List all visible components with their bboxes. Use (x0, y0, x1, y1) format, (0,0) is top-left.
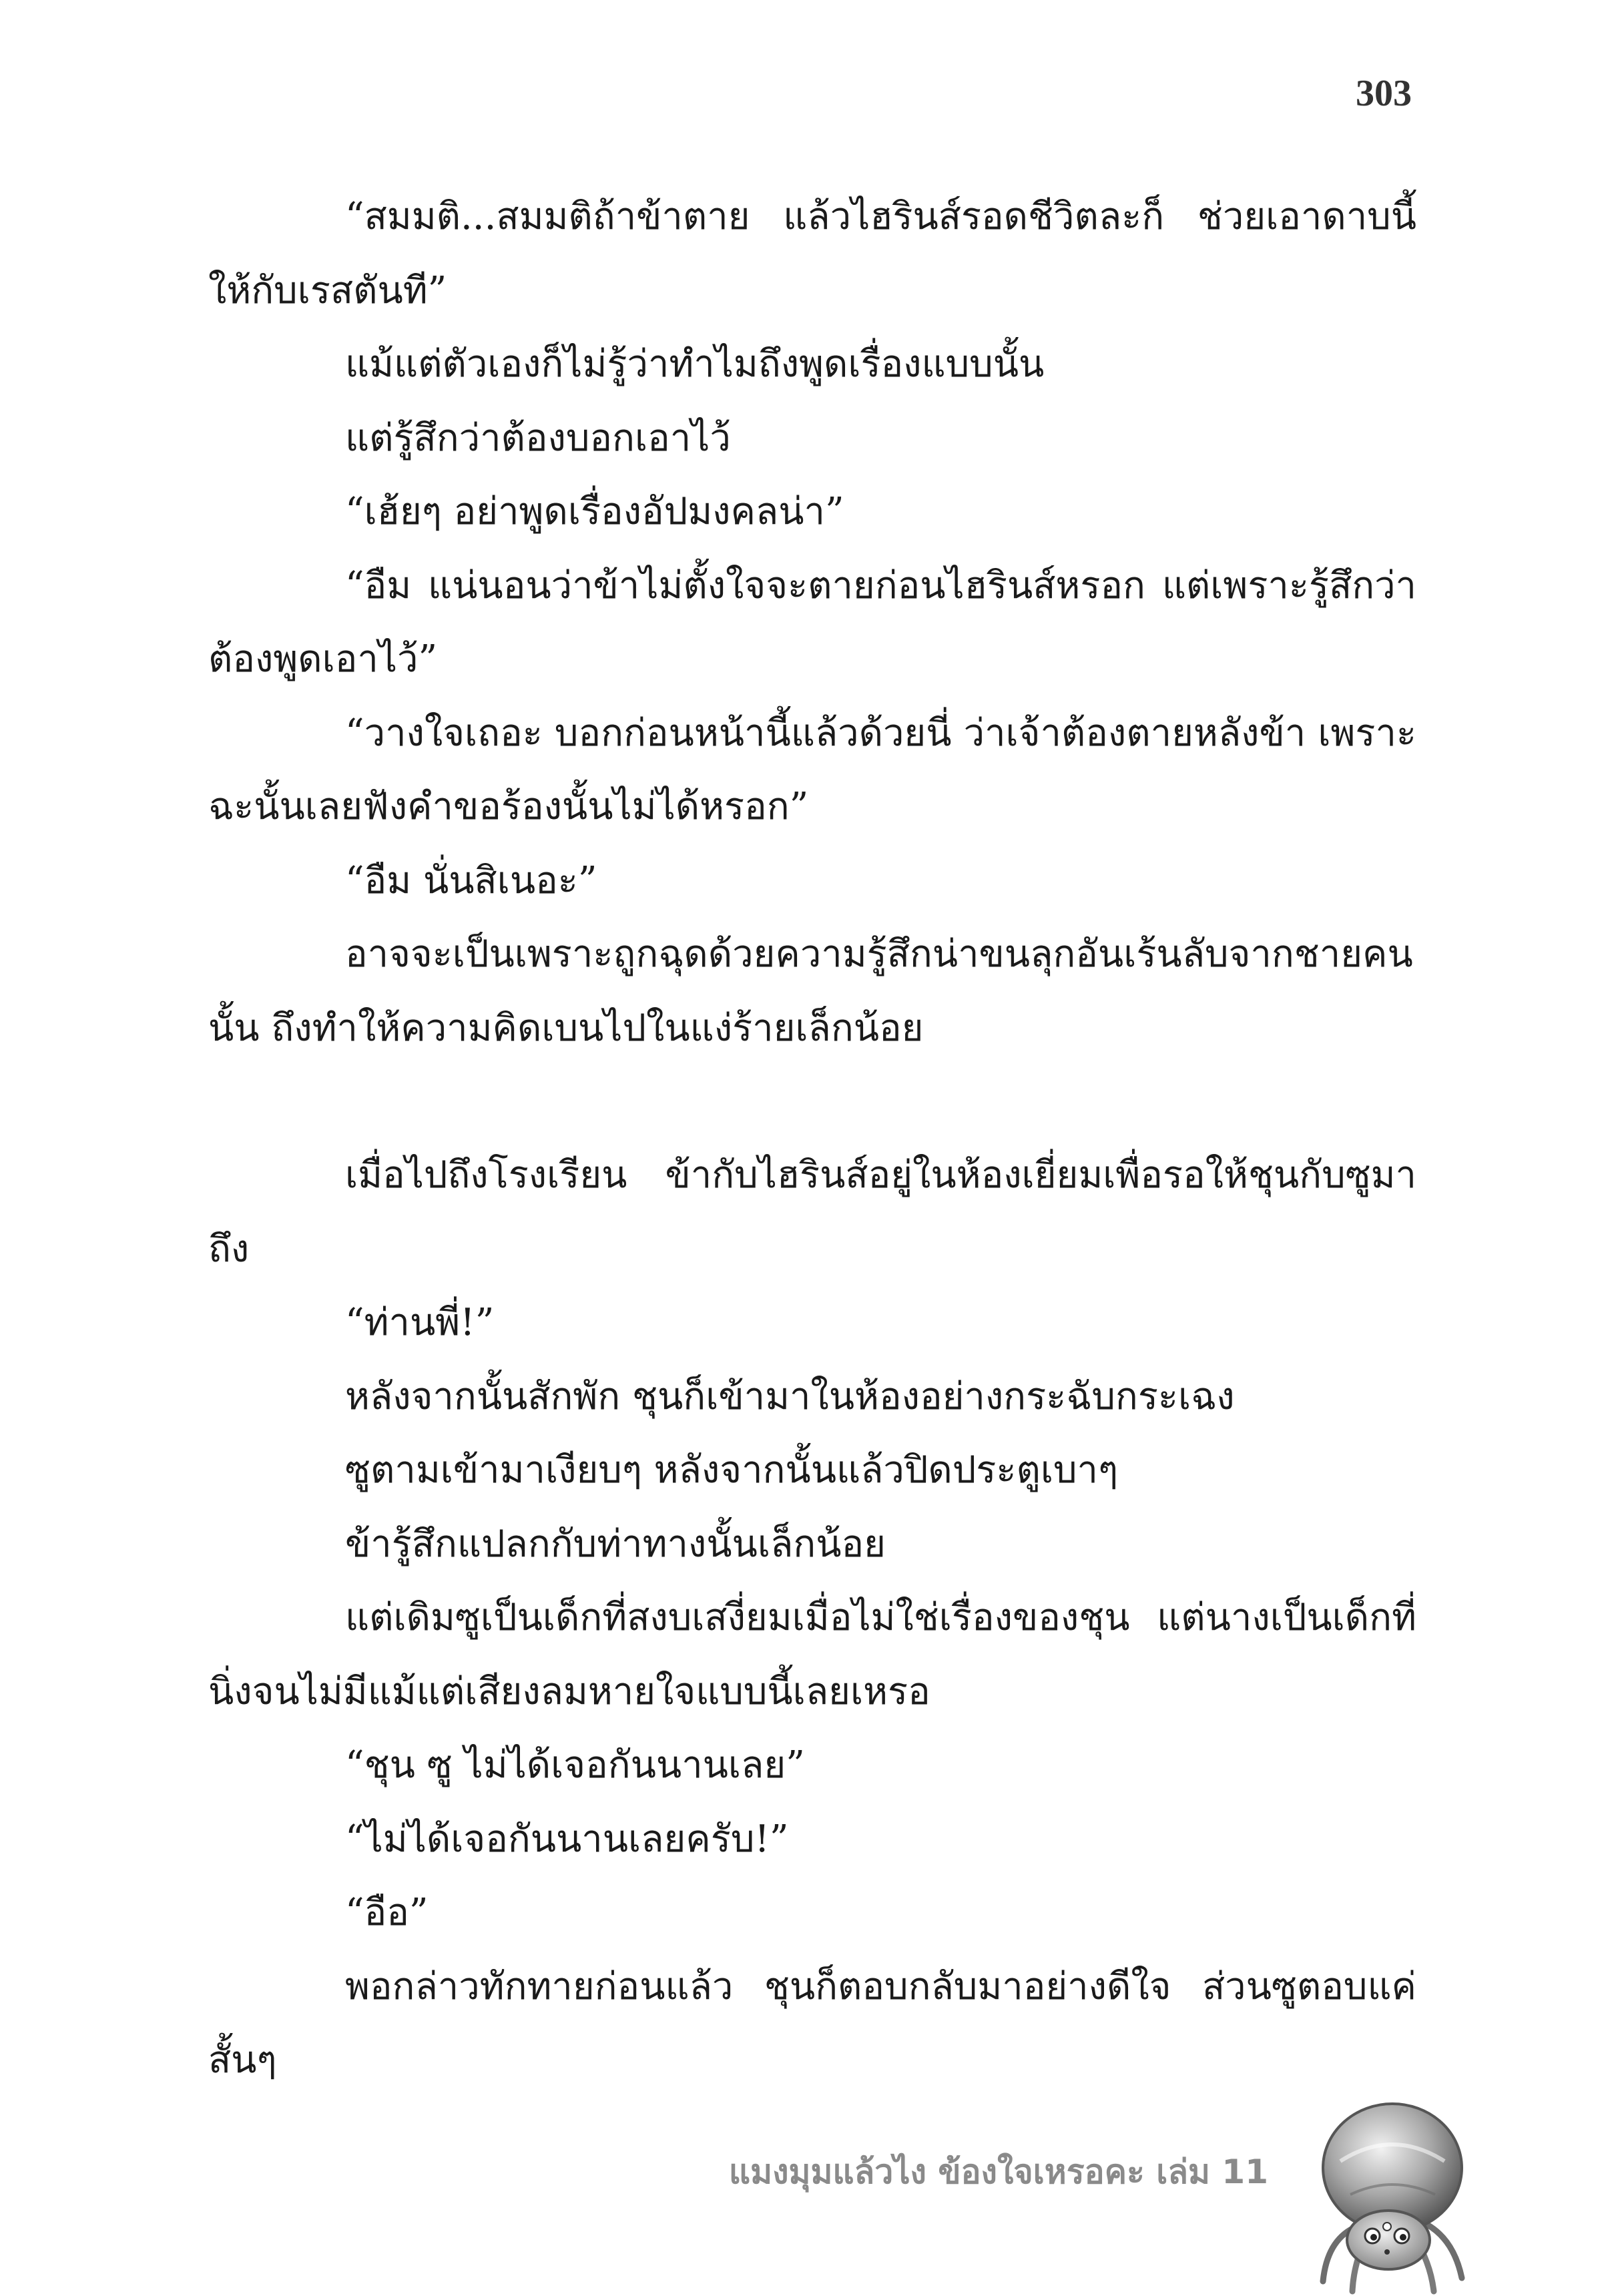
paragraph: แม้แต่ตัวเองก็ไม่รู้ว่าทำไมถึงพูดเรื่องแบบนั้น (345, 342, 1045, 386)
paragraph: “ท่านพี่!” (345, 1301, 495, 1344)
paragraph: แต่รู้สึกว่าต้องบอกเอาไว้ (345, 416, 731, 460)
spider-mascot-icon (1314, 2088, 1467, 2296)
paragraph: แต่เดิมซูเป็นเด็กที่สงบเสงี่ยมเมื่อไม่ใช่เรื่องของชุน แต่นางเป็นเด็กที่นิ่งจนไม่มีแม้แต่เสียงลมหายใจแบบนี้เลยเหรอ (208, 1596, 1416, 1713)
paragraph: หลังจากนั้นสักพัก ชุนก็เข้ามาในห้องอย่างกระฉับกระเฉง (345, 1374, 1235, 1418)
paragraph: “สมมติ...สมมติถ้าข้าตาย แล้วไฮรินส์รอดชีวิตละก็ ช่วยเอาดาบนี้ให้กับเรสตันที” (208, 195, 1416, 312)
section-break (208, 1065, 1416, 1139)
paragraph: “อืม นั่นสิเนอะ” (345, 858, 597, 902)
paragraph: ซูตามเข้ามาเงียบๆ หลังจากนั้นแล้วปิดประตูเบาๆ (345, 1448, 1119, 1492)
paragraph: อาจจะเป็นเพราะถูกฉุดด้วยความรู้สึกน่าขนลุกอันเร้นลับจากชายคนนั้น ถึงทำให้ความคิดเบนไปในแง่ร้ายเล็กน้อย (208, 932, 1413, 1050)
paragraph: “เฮ้ยๆ อย่าพูดเรื่องอัปมงคลน่า” (345, 490, 844, 533)
paragraph: “ชุน ซู ไม่ได้เจอกันนานเลย” (345, 1743, 805, 1787)
paragraph: พอกล่าวทักทายก่อนแล้ว ชุนก็ตอบกลับมาอย่างดีใจ ส่วนซูตอบแค่สั้นๆ (208, 1964, 1416, 2082)
paragraph: “อือ” (345, 1891, 429, 1934)
body-text (208, 180, 1416, 2098)
footer-book-title: แมงมุมแล้วไง ข้องใจเหรอคะ เล่ม 11 (728, 2152, 1268, 2191)
page-number: 303 (1356, 73, 1412, 114)
paragraph: “ไม่ได้เจอกันนานเลยครับ!” (345, 1817, 789, 1861)
paragraph: “อืม แน่นอนว่าข้าไม่ตั้งใจจะตายก่อนไฮรินส์หรอก แต่เพราะรู้สึกว่าต้องพูดเอาไว้” (208, 563, 1416, 681)
paragraph: “วางใจเถอะ บอกก่อนหน้านี้แล้วด้วยนี่ ว่าเจ้าต้องตายหลังข้า เพราะฉะนั้นเลยฟังคำขอร้องนั้นไม่ได้หรอก” (208, 711, 1416, 828)
paragraph: เมื่อไปถึงโรงเรียน ข้ากับไฮรินส์อยู่ในห้องเยี่ยมเพื่อรอให้ชุนกับซูมาถึง (208, 1153, 1416, 1271)
paragraph: ข้ารู้สึกแปลกกับท่าทางนั้นเล็กน้อย (345, 1522, 886, 1566)
